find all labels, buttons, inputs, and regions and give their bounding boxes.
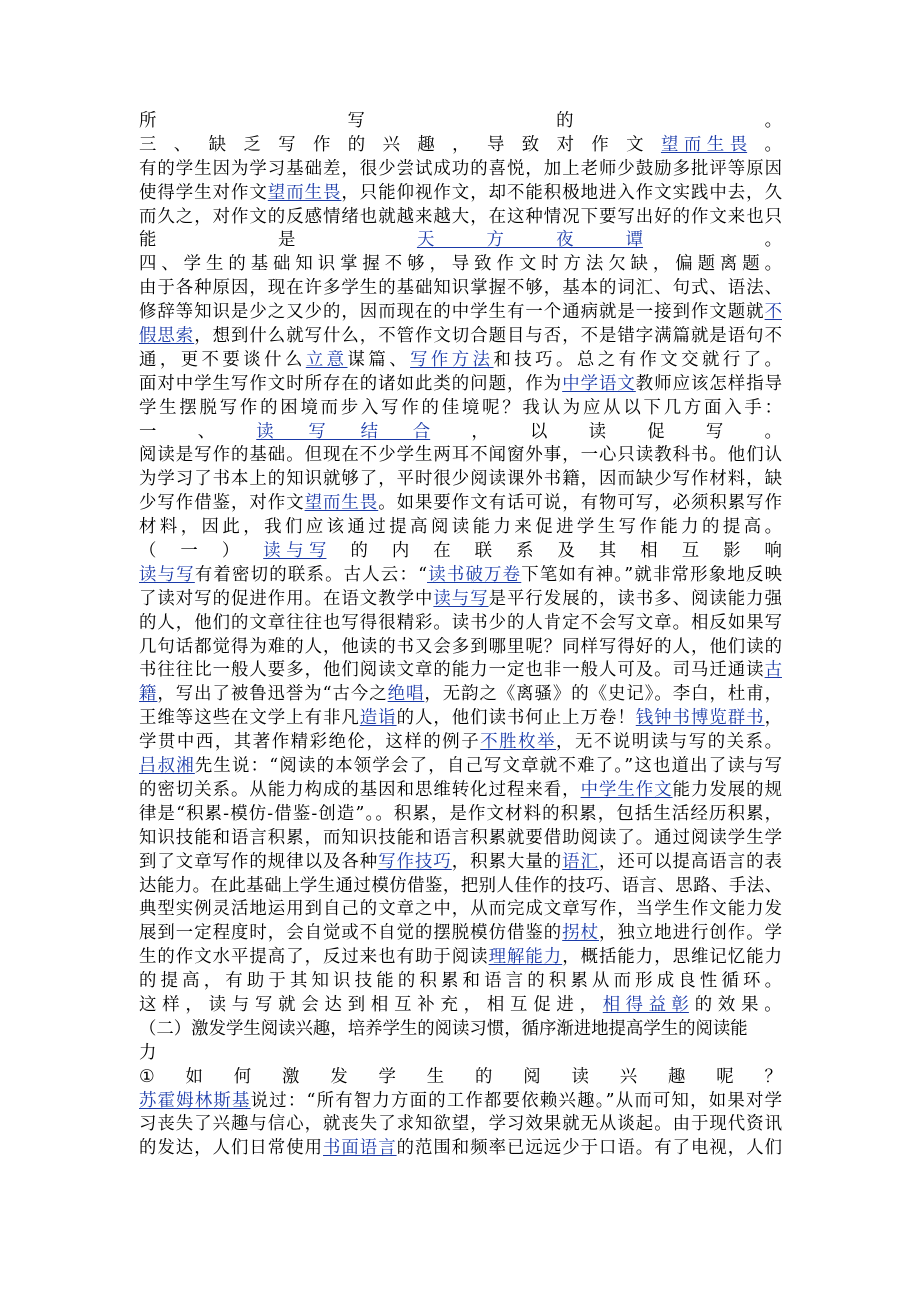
text-run: 相: [370, 994, 389, 1015]
text-run: 作: [591, 134, 609, 155]
text-line: [139, 444, 782, 468]
text-run: 能力发展的规: [672, 779, 782, 800]
text-line: [139, 349, 782, 373]
text-run: 文: [626, 134, 644, 155]
text-line: [139, 301, 782, 325]
text-run: ）: [221, 541, 240, 562]
text-run: 的范围和频率已远远少于口语。有了电视，人们: [396, 1138, 782, 1159]
text-run: 力: [139, 1042, 157, 1063]
keyword-link[interactable]: 读 与 写: [263, 541, 327, 562]
text-run: 说过：“所有智力方面的工作都要依赖兴趣。”从而可知，如果对学: [250, 1090, 782, 1111]
text-run: 的人，他们读书何止上万卷！: [396, 708, 636, 729]
text-run: 互: [681, 541, 700, 562]
text-run: 趣: [417, 134, 435, 155]
text-line: [139, 851, 782, 875]
text-run: 乏: [243, 134, 261, 155]
text-run: 。: [764, 421, 782, 442]
keyword-link[interactable]: 写作技巧: [378, 851, 452, 872]
text-run: 一: [139, 421, 157, 442]
text-run: 三: [139, 134, 157, 155]
keyword-link[interactable]: 古: [764, 660, 782, 681]
text-run: 修辞等知识是少之又少的，因而现在的中学生有一个通病就是一接到作文题就: [139, 302, 765, 323]
text-run: ，想到什么就写什么，不管作文切合题目与否，不是错字满篇就是语句不: [194, 326, 782, 347]
text-line: [139, 1042, 782, 1066]
text-run: 谋篇、: [347, 349, 411, 370]
text-run: 果: [741, 994, 759, 1015]
text-run: 为学习了书本上的知识就够了，平时很少阅读课外书籍，因而缺少写作材料，缺: [139, 469, 782, 490]
text-line: [139, 253, 782, 277]
text-run: 。: [764, 230, 782, 251]
keyword-link[interactable]: 绝唱: [387, 684, 425, 705]
text-run: 而久之，对作文的反感情绪也就越来越大，在这种情况下要写出好的作文来也只: [139, 206, 782, 227]
text-run: 律是“积累-模仿-借鉴-创造”。。积累，是作文材料的积累，包括生活经历积累，: [139, 803, 782, 824]
text-run: 的: [556, 111, 574, 131]
text-run: 生的作文水平提高了，反过来也有助于阅读: [139, 947, 489, 968]
text-line: [139, 875, 782, 899]
text-run: 趣: [667, 1066, 686, 1087]
text-run: 响: [764, 541, 782, 562]
text-run: 写: [705, 421, 724, 442]
text-run: 学: [378, 1066, 396, 1087]
text-run: 几句话都觉得为难的人，他读的书又会多到哪里呢？同样写得好的人，他们读的: [139, 636, 782, 657]
keyword-link[interactable]: 天 方 夜 谭: [416, 230, 644, 251]
text-run: 先生说：“阅读的本领学会了，自己写文章就不难了。”这也道出了读与写: [194, 756, 782, 777]
text-line: [139, 731, 782, 755]
text-run: 由于各种原因，现在许多学生的基础知识掌握不够，基本的词汇、句式、语法、: [139, 278, 782, 299]
text-run: 以: [530, 421, 548, 442]
text-run: ，: [185, 994, 203, 1015]
text-run: 促: [647, 421, 665, 442]
text-run: 相: [486, 994, 505, 1015]
text-run: 联: [474, 541, 493, 562]
text-run: 的: [347, 134, 366, 155]
text-run: ，无韵之《离骚》的《史记》。李白，杜甫，: [424, 684, 782, 705]
text-line: [139, 206, 782, 230]
text-run: （二）激发学生阅读兴趣，培养学生的阅读习惯，循序渐进地提高学生的阅读能: [139, 1018, 748, 1039]
text-line: [139, 134, 782, 158]
text-run: 的: [694, 994, 713, 1015]
text-run: 阅: [523, 1066, 541, 1087]
text-run: ，: [463, 994, 482, 1015]
article-body: [139, 110, 782, 1161]
text-run: 是: [277, 230, 296, 251]
text-run: 典型实例灵活地运用到自己的文章之中，从而完成文章写作，当学生作文能力发: [139, 899, 782, 920]
text-line: [139, 468, 782, 492]
text-run: ，写出了被鲁迅誉为“古今之: [157, 684, 388, 705]
text-line: [139, 1137, 782, 1161]
text-line: [139, 683, 782, 707]
text-run: 作: [312, 134, 331, 155]
text-run: 何: [233, 1066, 252, 1087]
text-run: 了读对写的促进作用。在语文教学中: [139, 588, 434, 609]
text-run: 学生摆脱写作的困境而步入写作的佳境呢？我认为应从以下几方面入手：: [139, 397, 782, 418]
keyword-link[interactable]: 立意: [305, 349, 348, 370]
text-run: ，概括能力，思维记忆能力: [562, 947, 782, 968]
text-line: [139, 516, 782, 540]
text-run: 及: [557, 541, 575, 562]
text-run: 效: [717, 994, 736, 1015]
text-run: 教师应该怎样指导: [635, 373, 782, 394]
text-run: 到了文章写作的规律以及各种: [139, 851, 379, 872]
text-run: ，积累大量的: [451, 851, 563, 872]
text-run: 有着密切的联系。古人云：“: [194, 564, 428, 585]
text-line: [139, 373, 782, 397]
text-run: 读: [588, 421, 607, 442]
text-run: 能: [139, 230, 157, 251]
keyword-link[interactable]: 读书破万卷: [427, 564, 522, 585]
text-run: ①: [139, 1066, 155, 1087]
text-run: 互: [394, 994, 412, 1015]
text-line: [139, 922, 782, 946]
text-run: 材料，因此，我们应该通过提高阅读能力来促进学生写作能力的提高。: [139, 517, 782, 538]
text-run: 如: [185, 1066, 203, 1087]
text-run: 进: [556, 994, 574, 1015]
text-run: ，独立地进行创作。学: [599, 923, 782, 944]
text-line: [139, 110, 782, 134]
keyword-link[interactable]: 造诣: [359, 708, 397, 729]
text-line: [139, 659, 782, 683]
text-run: 的: [350, 541, 368, 562]
text-run: 知识技能和语言积累，而知识技能和语言积累就要借助阅读了。通过阅读学生学: [139, 827, 782, 848]
text-run: 和技巧。总之有作文交就行了。: [493, 349, 782, 370]
text-run: 阅读是写作的基础。但现在不少学生两耳不闻窗外事，一心只读教科书。他们认: [139, 445, 782, 466]
keyword-link[interactable]: 读 写 结 合: [256, 421, 431, 442]
text-run: 使得学生对作文: [139, 182, 268, 203]
text-line: [139, 564, 782, 588]
text-run: 致: [521, 134, 540, 155]
text-line: [139, 970, 782, 994]
text-run: 展到一定程度时，会自觉或不自觉的摆脱模仿借鉴的: [139, 923, 563, 944]
text-run: 的: [474, 1066, 493, 1087]
text-run: 其: [598, 541, 617, 562]
text-run: 缺: [208, 134, 226, 155]
text-run: 到: [347, 994, 366, 1015]
text-line: [139, 588, 782, 612]
text-run: 写: [254, 994, 273, 1015]
text-run: 所: [139, 111, 157, 131]
text-run: 这: [139, 994, 157, 1015]
keyword-link[interactable]: 望 而 生 畏: [660, 134, 748, 155]
keyword-link[interactable]: 拐杖: [562, 923, 599, 944]
keyword-link[interactable]: 望而生畏: [267, 182, 342, 203]
text-run: （: [139, 541, 157, 562]
text-run: 一: [180, 541, 198, 562]
text-run: 有的学生因为学习基础差，很少尝试成功的喜悦，加上老师少鼓励多批评等原因: [139, 158, 782, 179]
text-line: [139, 1113, 782, 1137]
text-run: 的人，他们的文章往往也写得很精彩。读书少的人肯定不会写文章。相反如果写: [139, 612, 782, 633]
text-line: [139, 898, 782, 922]
text-line: [139, 158, 782, 182]
text-run: 读: [208, 994, 226, 1015]
text-run: ，: [452, 134, 470, 155]
text-run: 下笔如有神。”就非常形象地反映: [521, 564, 782, 585]
text-run: ，无不说明读与写的关系。: [556, 732, 782, 753]
text-line: [139, 803, 782, 827]
text-run: 兴: [619, 1066, 638, 1087]
text-run: 的提高，有助于其知识技能的积累和语言的积累从而形成良性循环。: [139, 971, 782, 992]
text-line: [139, 946, 782, 970]
keyword-link[interactable]: 苏霍姆林斯基: [139, 1090, 251, 1111]
text-line: [139, 994, 782, 1018]
keyword-link[interactable]: 书面语言: [323, 1138, 397, 1159]
text-run: 促: [533, 994, 551, 1015]
text-run: 是平行发展的，读书多、阅读能力强: [488, 588, 782, 609]
keyword-link[interactable]: 吕叔湘: [139, 756, 195, 777]
text-line: [139, 421, 782, 445]
keyword-link[interactable]: 读与写: [139, 564, 195, 585]
keyword-link[interactable]: 不: [764, 302, 782, 323]
text-line: [139, 1066, 782, 1090]
keyword-link[interactable]: 中学语文: [562, 373, 636, 394]
text-run: 激: [281, 1066, 300, 1087]
text-run: 王维等这些在文学上有非凡: [139, 708, 360, 729]
keyword-link[interactable]: 钱钟书博览群书: [635, 708, 765, 729]
text-run: 的密切关系。从能力构成的基因和思维转化过程来看，: [139, 779, 581, 800]
text-run: 对: [556, 134, 574, 155]
text-run: 相: [640, 541, 658, 562]
text-run: 、: [173, 134, 192, 155]
text-run: 达: [324, 994, 342, 1015]
text-run: ？: [764, 1066, 782, 1087]
text-run: 互: [510, 994, 528, 1015]
text-run: 呢: [716, 1066, 734, 1087]
text-run: 样: [162, 994, 180, 1015]
text-run: 导: [486, 134, 505, 155]
text-run: 内: [391, 541, 410, 562]
text-run: 会: [301, 994, 319, 1015]
keyword-link[interactable]: 相 得 益 彰: [602, 994, 689, 1015]
text-line: [139, 492, 782, 516]
text-run: 通，更不要谈什么: [139, 349, 306, 370]
text-run: 、: [197, 421, 216, 442]
text-run: ，: [579, 994, 597, 1015]
text-run: 与: [231, 994, 250, 1015]
text-run: 。: [764, 134, 782, 155]
text-line: [139, 182, 782, 206]
text-line: [139, 827, 782, 851]
keyword-link[interactable]: 不胜枚举: [480, 732, 557, 753]
text-line: [139, 612, 782, 636]
keyword-link[interactable]: 读与写: [433, 588, 489, 609]
text-run: 生: [426, 1066, 445, 1087]
text-line: [139, 636, 782, 660]
text-line: [139, 277, 782, 301]
text-run: ，: [764, 708, 782, 729]
keyword-link[interactable]: 理解能力: [488, 947, 563, 968]
text-run: 学贯中西，其著作精彩绝伦，这样的例子: [139, 732, 481, 753]
text-run: 达能力。在此基础上学生通过模仿借鉴，把别人佳作的技巧、语言、思路、手法、: [139, 875, 782, 896]
text-run: 习丧失了兴趣与信心，就丧失了求知欲望，学习效果就无从谈起。由于现代资讯: [139, 1114, 782, 1135]
text-run: 少写作借鉴，对作文: [139, 493, 305, 514]
text-run: 写: [278, 134, 296, 155]
text-run: 在: [433, 541, 451, 562]
text-line: [139, 229, 782, 253]
keyword-link[interactable]: 假思索: [139, 326, 195, 347]
text-run: 兴: [382, 134, 400, 155]
keyword-link[interactable]: 望而生畏: [304, 493, 379, 514]
text-run: 。: [764, 111, 782, 131]
keyword-link[interactable]: 中学生作文: [580, 779, 673, 800]
text-run: 系: [516, 541, 534, 562]
text-line: [139, 325, 782, 349]
text-run: 充: [440, 994, 458, 1015]
text-run: ，还可以提高语言的表: [598, 851, 782, 872]
text-run: 读: [571, 1066, 589, 1087]
text-run: 。如果要作文有话可说，有物可写，必须积累写作: [378, 493, 782, 514]
text-line: [139, 779, 782, 803]
text-run: 发: [330, 1066, 348, 1087]
text-line: [139, 397, 782, 421]
text-line: [139, 1018, 782, 1042]
keyword-link[interactable]: 写作方法: [410, 349, 494, 370]
text-run: 的发达，人们日常使用: [139, 1138, 323, 1159]
text-run: 四、学生的基础知识掌握不够，导致作文时方法欠缺，偏题离题。: [139, 254, 782, 275]
text-run: 影: [723, 541, 741, 562]
text-run: 补: [417, 994, 435, 1015]
text-line: [139, 540, 782, 564]
keyword-link[interactable]: 语汇: [562, 851, 599, 872]
text-line: [139, 1090, 782, 1114]
text-run: ，只能仰视作文，却不能积极地进入作文实践中去，久: [341, 182, 782, 203]
text-run: 写: [347, 111, 365, 131]
text-run: 就: [278, 994, 296, 1015]
text-run: 面对中学生写作文时所存在的诸如此类的问题，作为: [139, 373, 563, 394]
text-line: [139, 707, 782, 731]
text-run: 书往往比一般人要多，他们阅读文章的能力一定也非一般人可及。司马迁通读: [139, 660, 765, 681]
keyword-link[interactable]: 籍: [139, 684, 158, 705]
text-line: [139, 755, 782, 779]
text-run: 。: [764, 994, 782, 1015]
text-run: ，: [471, 421, 489, 442]
